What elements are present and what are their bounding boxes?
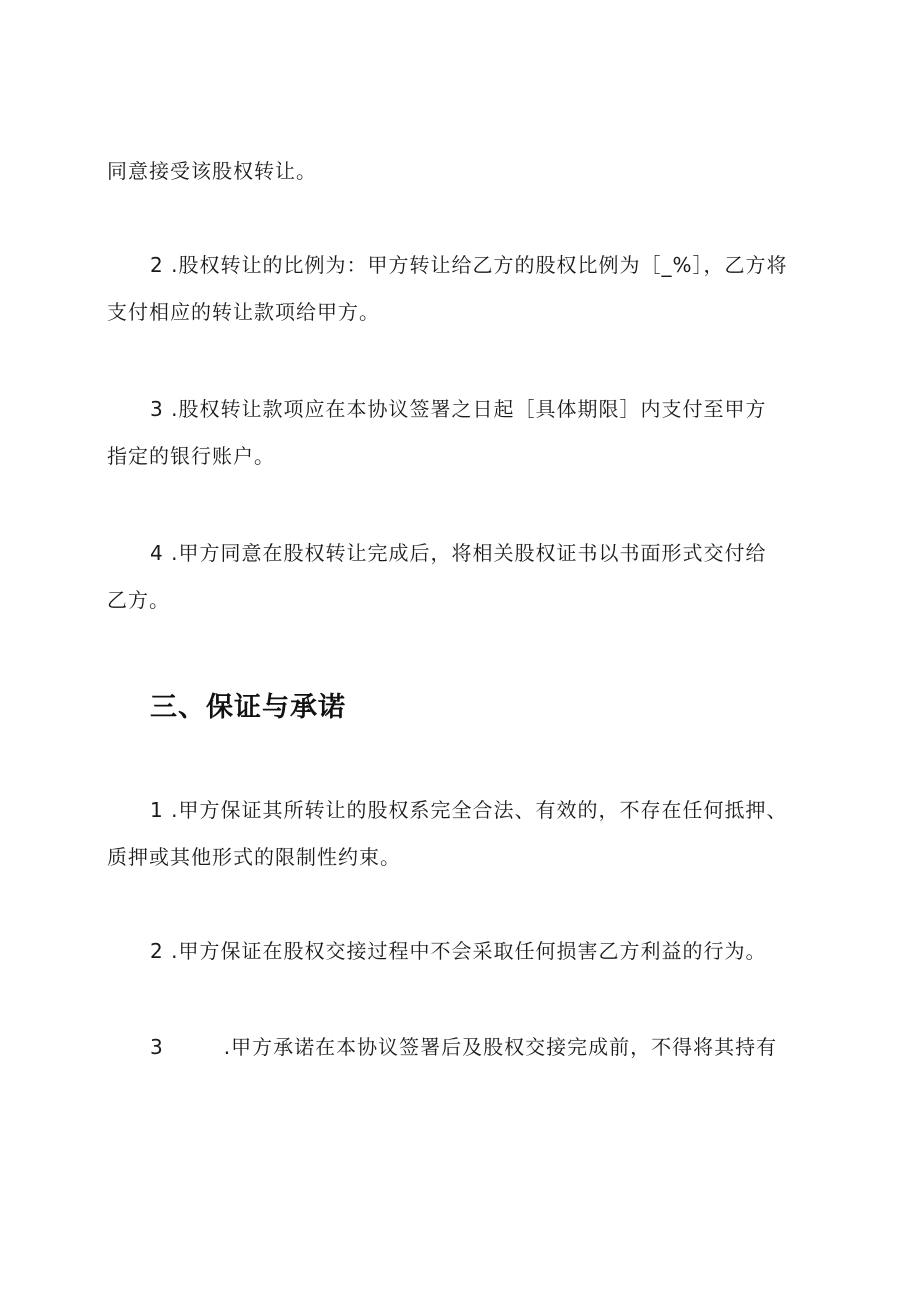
warranty-1-line-1: 1 .甲方保证其所转让的股权系完全合法、有效的，不存在任何抵押、 (150, 798, 788, 822)
clause-3-line-2: 指定的银行账户。 (107, 444, 275, 468)
clause-4-line-2: 乙方。 (107, 588, 170, 612)
warranty-3-line (150, 1033, 777, 1061)
section-heading: 三、保证与承诺 (150, 692, 346, 723)
clause-2-line-2: 支付相应的转让款项给甲方。 (107, 300, 380, 324)
clause-4-line-1: 4 .甲方同意在股权转让完成后，将相关股权证书以书面形式交付给 (150, 541, 767, 565)
warranty-3-text: .甲方承诺在本协议签署后及股权交接完成前，不得将其持有 (223, 1035, 778, 1059)
warranty-3-number: 3 (150, 1035, 164, 1059)
warranty-1-line-2: 质押或其他形式的限制性约束。 (107, 845, 401, 869)
clause-3-line-1: 3 .股权转让款项应在本协议签署之日起［具体期限］内支付至甲方 (150, 397, 767, 421)
paragraph-line: 同意接受该股权转让。 (107, 159, 317, 183)
clause-2-line-1: 2 .股权转让的比例为：甲方转让给乙方的股权比例为［_%］，乙方将 (150, 253, 788, 277)
warranty-2-line: 2 .甲方保证在股权交接过程中不会采取任何损害乙方利益的行为。 (150, 939, 767, 963)
